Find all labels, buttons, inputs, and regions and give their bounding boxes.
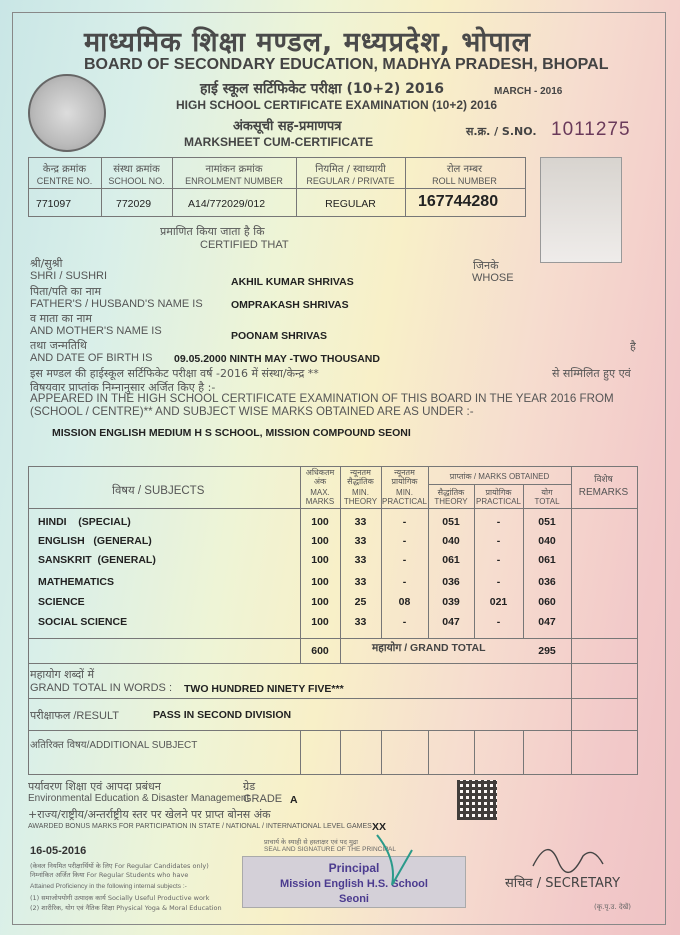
- marks-cell-subject: SOCIAL SCIENCE: [38, 616, 128, 628]
- appeared-english-1: APPEARED IN THE HIGH SCHOOL CERTIFICATE EXAMINATION OF THIS BOARD IN THE YEAR 2016 FROM: [30, 392, 614, 405]
- dob-label-english: AND DATE OF BIRTH IS: [30, 352, 153, 364]
- marks-cell-max: 100: [311, 535, 329, 547]
- marks-cell-min_p: -: [402, 535, 407, 547]
- marks-cell-max: 100: [311, 616, 329, 628]
- subjects-header: विषय / SUBJECTS: [112, 483, 205, 497]
- serial-number: 1011275: [551, 119, 631, 140]
- result-label: परीक्षाफल /RESULT: [30, 709, 119, 722]
- marks-cell-theory: 040: [442, 535, 460, 547]
- words-label-english: GRAND TOTAL IN WORDS :: [30, 682, 172, 694]
- marks-cell-theory: 061: [442, 554, 460, 566]
- mintheory-header-hi: न्यूनतम सैद्धांतिक: [347, 468, 374, 486]
- marks-cell-subject: ENGLISH (GENERAL): [38, 535, 152, 547]
- remarks-header-en: REMARKS: [578, 487, 629, 498]
- centre-no: 771097: [36, 198, 72, 210]
- marks-cell-min_t: 25: [354, 596, 367, 608]
- marks-cell-subject: SCIENCE: [38, 596, 85, 608]
- student-name: AKHIL KUMAR SHRIVAS: [231, 276, 354, 288]
- marks-cell-prac: -: [496, 616, 501, 628]
- max-header-hi: अधिकतम अंक: [305, 468, 335, 486]
- hdr-enrol-hi: नामांकन क्रमांक: [205, 164, 263, 175]
- doc-title-hindi: अंकसूची सह-प्रमाणपत्र: [233, 119, 342, 134]
- marks-cell-total: 036: [538, 576, 556, 588]
- marks-cell-max: 100: [311, 554, 329, 566]
- note-3: Attained Proficiency in the following internal subjects :-: [30, 883, 187, 890]
- stamp-school: Mission English H.S. School: [280, 878, 428, 890]
- mintheory-header-en2: THEORY: [343, 497, 378, 506]
- marks-cell-subject: MATHEMATICS: [38, 576, 115, 588]
- max-header-en2: MARKS: [305, 497, 335, 506]
- hdr-roll-en: ROLL NUMBER: [432, 176, 497, 186]
- marks-cell-prac: 021: [489, 596, 508, 608]
- name-label-hindi: श्री/सुश्री: [30, 257, 63, 270]
- marks-cell-min_p: 08: [398, 596, 411, 608]
- mother-name: POONAM SHRIVAS: [231, 330, 328, 342]
- date-of-birth: 09.05.2000 NINTH MAY -TWO THOUSAND: [174, 353, 380, 365]
- school-no: 772029: [116, 198, 152, 210]
- marks-cell-theory: 051: [442, 516, 460, 528]
- hdr-centre-hi: केन्द्र क्रमांक: [42, 164, 87, 175]
- marks-cell-total: 060: [538, 596, 556, 608]
- father-label-hindi: पिता/पति का नाम: [30, 285, 102, 298]
- mother-label-english: AND MOTHER'S NAME IS: [30, 325, 162, 337]
- prac-header-hi: प्रायोगिक: [485, 488, 512, 497]
- appeared-hindi: इस मण्डल की हाईस्कूल सर्टिफिकेट परीक्षा वर्ष -2016 में संस्था/केन्द्र **: [30, 367, 319, 380]
- hdr-school-hi: संस्था क्रमांक: [113, 164, 160, 175]
- dob-label-hindi: तथा जन्मतिथि: [30, 339, 87, 352]
- theory-header-hi: सैद्धांतिक: [437, 488, 465, 497]
- hdr-school-en: SCHOOL NO.: [108, 176, 165, 186]
- hdr-roll-hi: रोल नम्बर: [446, 164, 483, 175]
- hdr-regular-en: REGULAR / PRIVATE: [306, 176, 395, 186]
- hdr-regular-hi: नियमित / स्वाध्यायी: [315, 164, 386, 175]
- prac-header-en: PRACTICAL: [476, 497, 521, 506]
- marks-cell-max: 100: [311, 596, 329, 608]
- marks-cell-total: 061: [538, 554, 556, 566]
- stamp-seoni: Seoni: [339, 893, 369, 905]
- marks-cell-subject: SANSKRIT (GENERAL): [38, 554, 156, 566]
- father-name: OMPRAKASH SHRIVAS: [231, 299, 349, 311]
- appeared-english-2: (SCHOOL / CENTRE)** AND SUBJECT WISE MARKS OBTAINED ARE AS UNDER :-: [30, 405, 474, 418]
- marks-cell-min_t: 33: [354, 516, 367, 528]
- words-label-hindi: महायोग शब्दों में: [30, 668, 95, 681]
- bonus-label-english: AWARDED BONUS MARKS FOR PARTICIPATION IN STATE / NATIONAL / INTERNATIONAL LEVEL GAMES :: [28, 823, 376, 830]
- env-label-english: Environmental Education & Disaster Management: [28, 793, 250, 804]
- minprac-header-en1: MIN.: [396, 488, 413, 497]
- marks-cell-min_t: 33: [354, 616, 367, 628]
- minprac-header-en2: PRACTICAL: [382, 497, 427, 506]
- marks-cell-prac: -: [496, 516, 501, 528]
- board-seal-logo: [28, 74, 106, 152]
- school-name: MISSION ENGLISH MEDIUM H S SCHOOL, MISSION COMPOUND SEONI: [52, 427, 411, 439]
- remarks-header-hi: विशेष: [594, 475, 613, 485]
- enrolment-no: A14/772029/012: [188, 198, 266, 210]
- please-turn-over: (कृ.पृ.उ. देखें): [594, 903, 631, 911]
- hai-hindi: है: [630, 340, 636, 353]
- certify-hindi: प्रमाणित किया जाता है कि: [160, 225, 265, 238]
- theory-header-en: THEORY: [434, 497, 468, 506]
- certify-english: CERTIFIED THAT: [200, 239, 289, 251]
- marks-cell-total: 047: [538, 616, 556, 628]
- additional-subject-label: अतिरिक्त विषय/ADDITIONAL SUBJECT: [30, 740, 198, 751]
- principal-sig-english: SEAL AND SIGNATURE OF THE PRINCIPAL: [264, 846, 396, 853]
- principal-stamp: [242, 856, 466, 908]
- max-header-en1: MAX.: [310, 488, 330, 497]
- hdr-centre-en: CENTRE NO.: [36, 176, 93, 186]
- principal-sig-hindi: प्राचार्य के स्याही से हस्ताक्षर एवं पद मुद्रा: [264, 838, 358, 846]
- grade-value: A: [290, 794, 298, 806]
- bonus-label-hindi: +राज्य/राष्ट्रीय/अन्तर्राष्ट्रीय स्तर पर खेलने पर प्राप्त बोनस अंक: [28, 808, 271, 821]
- marks-cell-prac: -: [496, 554, 501, 566]
- env-label-hindi: पर्यावरण शिक्षा एवं आपदा प्रबंधन: [28, 780, 161, 793]
- marks-cell-min_p: -: [402, 576, 407, 588]
- whose-hindi: जिनके: [473, 259, 499, 272]
- student-photo: [540, 157, 622, 263]
- issue-date: 16-05-2016: [30, 845, 87, 857]
- secretary-signature: [528, 836, 608, 876]
- marks-cell-min_p: -: [402, 616, 407, 628]
- marks-cell-min_p: -: [402, 516, 407, 528]
- doc-title-english: MARKSHEET CUM-CERTIFICATE: [184, 135, 374, 149]
- exam-title-hindi: हाई स्कूल सर्टिफिकेट परीक्षा (10+2) 2016: [200, 81, 445, 97]
- mintheory-header-en1: MIN.: [352, 488, 369, 497]
- marks-cell-min_t: 33: [354, 576, 367, 588]
- total-header-en: TOTAL: [534, 497, 560, 506]
- whose-english: WHOSE: [472, 272, 514, 284]
- exam-title-english: HIGH SCHOOL CERTIFICATE EXAMINATION (10+2) 2016: [176, 98, 498, 112]
- marks-cell-theory: 047: [442, 616, 460, 628]
- secretary-label: सचिव / SECRETARY: [505, 876, 621, 891]
- marks-cell-min_p: -: [402, 554, 407, 566]
- marks-hindi: विषयवार प्राप्तांक निम्नानुसार अर्जित किए है :-: [30, 381, 216, 394]
- stamp-principal: Principal: [328, 861, 380, 875]
- result-table: [28, 662, 638, 775]
- note-4: (1) समाजोपयोगी उत्पादक कार्य Socially Useful Productive work: [30, 894, 210, 902]
- note-2: निम्नांकित अर्जित किया For Regular Students who have: [30, 871, 189, 879]
- mother-label-hindi: व माता का नाम: [30, 312, 92, 325]
- bonus-value: XX: [372, 821, 387, 833]
- marks-cell-max: 100: [311, 576, 329, 588]
- principal-signature: [372, 830, 432, 890]
- hdr-enrol-en: ENROLMENT NUMBER: [185, 176, 283, 186]
- note-1: (केवल नियमित परीक्षार्थियों के लिए For Regular Candidates only): [30, 862, 209, 870]
- marks-cell-max: 100: [311, 516, 329, 528]
- serial-label: स.क्र. / S.NO.: [466, 125, 537, 138]
- grand-total-words: TWO HUNDRED NINETY FIVE***: [184, 683, 344, 695]
- name-label-english: SHRI / SUSHRI: [30, 270, 108, 282]
- father-label-english: FATHER'S / HUSBAND'S NAME IS: [30, 298, 203, 310]
- appeared-hindi-end: से सम्मिलित हुए एवं: [552, 367, 631, 380]
- marks-cell-theory: 036: [442, 576, 460, 588]
- marks-cell-min_t: 33: [354, 535, 367, 547]
- exam-month: MARCH - 2016: [494, 86, 563, 97]
- marks-cell-total: 051: [538, 516, 556, 528]
- title-english: BOARD OF SECONDARY EDUCATION, MADHYA PRADESH, BHOPAL: [84, 56, 609, 73]
- note-5: (2) शारीरिक, योग एवं नैतिक शिक्षा Physical Yoga & Moral Education: [30, 904, 222, 912]
- grand-max: 600: [311, 645, 329, 657]
- title-hindi: माध्यमिक शिक्षा मण्डल, मध्यप्रदेश, भोपाल: [84, 27, 531, 58]
- grade-label-hindi: ग्रेड: [243, 780, 256, 793]
- marks-cell-prac: -: [496, 576, 501, 588]
- obtained-header: प्राप्तांक / MARKS OBTAINED: [449, 472, 550, 481]
- marks-cell-subject: HINDI (SPECIAL): [38, 516, 131, 528]
- marks-cell-total: 040: [538, 535, 556, 547]
- minprac-header-hi: न्यूनतम प्रायोगिक: [391, 468, 418, 486]
- marks-cell-min_t: 33: [354, 554, 367, 566]
- marks-cell-prac: -: [496, 535, 501, 547]
- total-header-hi: योग: [541, 488, 553, 497]
- grand-total-label: महायोग / GRAND TOTAL: [372, 642, 486, 654]
- roll-number: 167744280: [418, 193, 499, 210]
- qr-code: [457, 780, 497, 820]
- marks-cell-theory: 039: [442, 596, 460, 608]
- result-value: PASS IN SECOND DIVISION: [153, 709, 292, 721]
- grade-label-english: GRADE: [243, 793, 283, 805]
- regular-private: REGULAR: [325, 198, 376, 210]
- grand-total: 295: [538, 645, 556, 657]
